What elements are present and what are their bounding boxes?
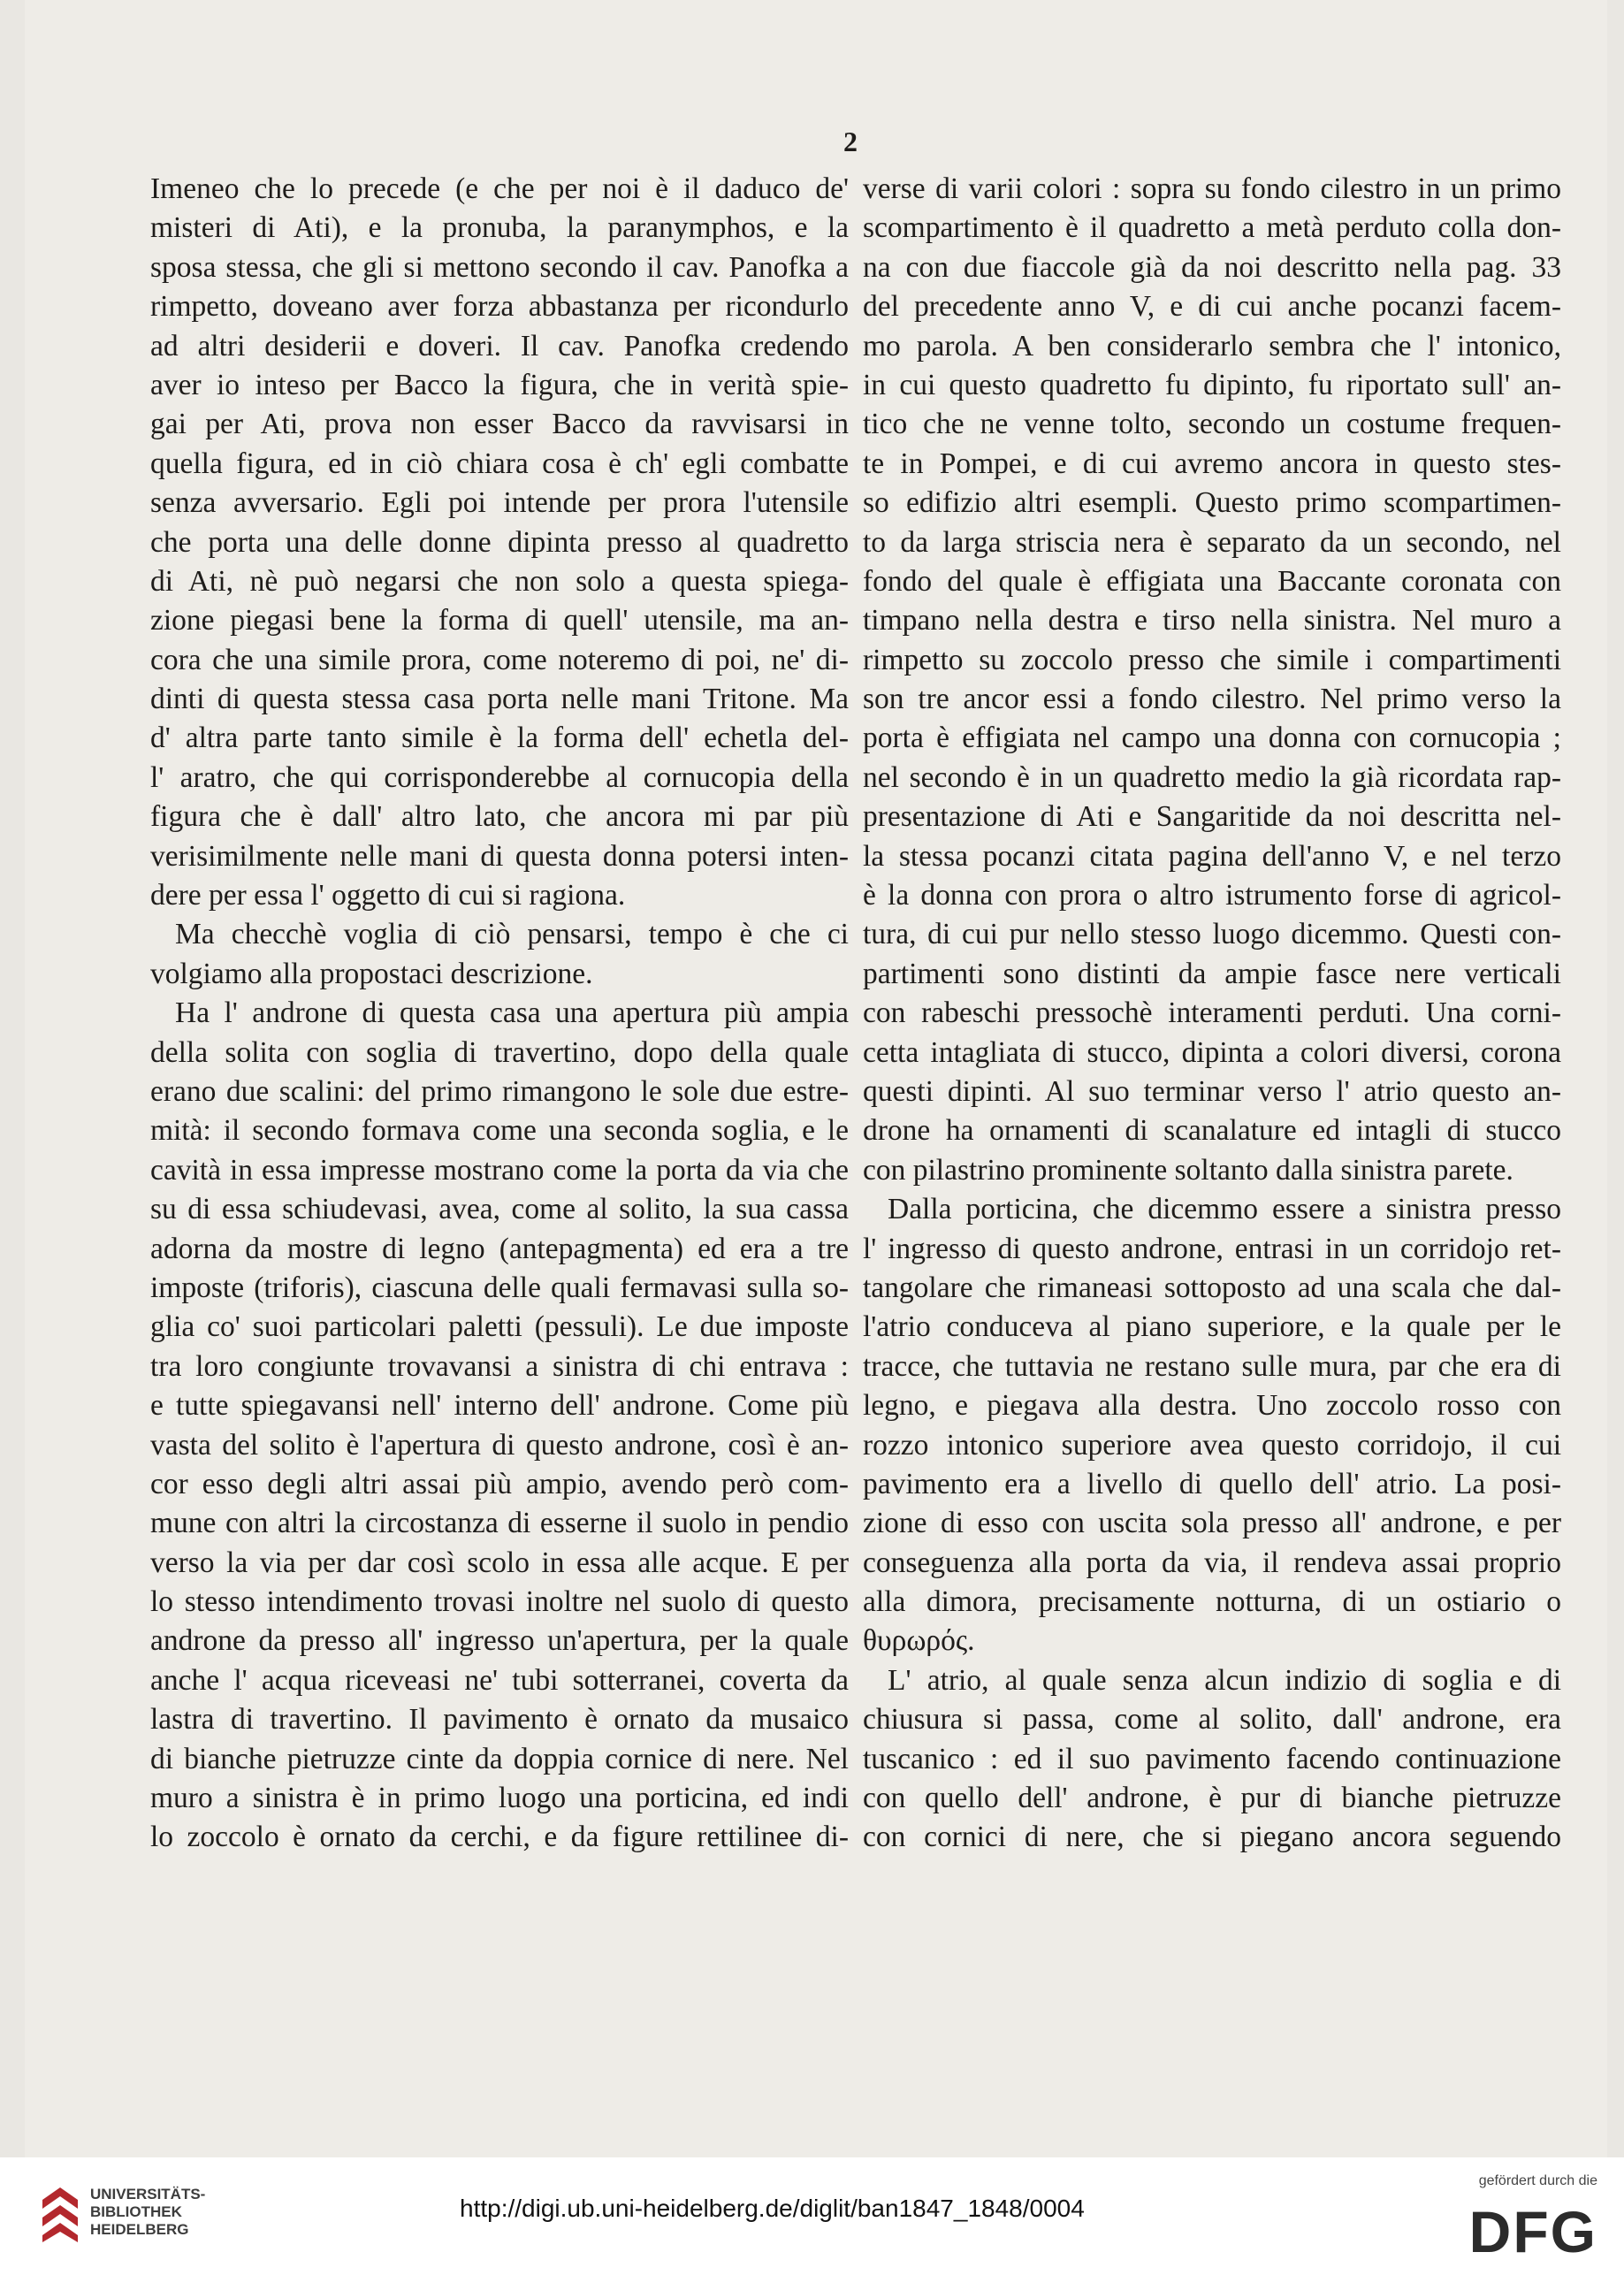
text-line: drone ha ornamenti di scanalature ed intagli di stucco [863,1114,1561,1148]
text-line: tura, di cui pur nello stesso luogo dicemmo. Questi con- [863,918,1561,951]
text-line: tracce, che tuttavia ne restano sulle mura, par che era di [863,1349,1561,1383]
text-line: so edifizio altri esempli. Questo primo scompartimen- [863,486,1561,520]
text-line: rozzo intonico superiore avea questo corridojo, il cui [863,1428,1561,1462]
text-line: lo zoccolo è ornato da cerchi, e da figure rettilinee di- [150,1821,849,1854]
text-line: è la donna con prora o altro istrumento forse di agricol- [863,879,1561,912]
text-line: dere per essa l' oggetto di cui si ragiona. [150,879,626,912]
text-line: che porta una delle donne dipinta presso al quadretto [150,525,849,559]
text-line: θυρωρός. [863,1624,975,1658]
text-line: lastra di travertino. Il pavimento è ornato da musaico [150,1703,849,1737]
text-line: alla dimora, precisamente notturna, di un ostiario o [863,1585,1561,1619]
text-line: del precedente anno V, e di cui anche pocanzi facem- [863,290,1561,324]
text-line: di Ati, nè può negarsi che non solo a questa spiega- [150,564,849,598]
text-line: Ha l' androne di questa casa una apertura più ampia [175,996,849,1030]
institution-name-line: UNIVERSITÄTS- [90,2186,206,2202]
text-line: tuscanico : ed il suo pavimento facendo continuazione [863,1742,1561,1775]
text-line: figura che è dall' altro lato, che ancora mi par più [150,800,849,834]
text-line: son tre ancor essi a fondo cilestro. Nel primo verso la [863,683,1561,716]
text-line: questi dipinti. Al suo terminar verso l' atrio questo an- [863,1074,1561,1108]
text-line: Dalla porticina, che dicemmo essere a sinistra presso [888,1193,1561,1226]
text-line: la stessa pocanzi citata pagina dell'anno V, e nel terzo [863,839,1561,873]
text-line: imposte (triforis), ciascuna delle quali fermavasi sulla so- [150,1271,849,1304]
university-library-logo-icon [35,2182,85,2246]
text-line: te in Pompei, e di cui avremo ancora in questo stes- [863,447,1561,480]
text-line: muro a sinistra è in primo luogo una porticina, ed indi [150,1782,849,1815]
text-line: quella figura, ed in ciò chiara cosa è ch' egli combatte [150,447,849,480]
text-line: Ma checchè voglia di ciò pensarsi, tempo è che ci [175,918,849,951]
text-line: vasta del solito è l'apertura di questo androne, così è an- [150,1428,849,1462]
text-line: aver io inteso per Bacco la figura, che in verità spie- [150,368,849,401]
sponsor-label: gefördert durch die [1478,2173,1597,2188]
text-line: L' atrio, al quale senza alcun indizio di soglia e di [888,1663,1561,1697]
text-line: in cui questo quadretto fu dipinto, fu riportato sull' an- [863,368,1561,401]
text-line: con rabeschi pressochè interamenti perduti. Una corni- [863,996,1561,1030]
text-line: misteri di Ati), e la pronuba, la paranymphos, e la [150,211,849,245]
text-line: nel secondo è in un quadretto medio la già ricordata rap- [863,760,1561,794]
text-line: e tutte spiegavansi nell' interno dell' androne. Come più [150,1389,849,1423]
permalink-url[interactable]: http://digi.ub.uni-heidelberg.de/diglit/ban1847_1848/0004 [460,2195,1085,2222]
text-line: androne da presso all' ingresso un'apertura, per la quale [150,1624,849,1658]
text-line: della solita con soglia di travertino, dopo della quale [150,1035,849,1069]
text-line: fondo del quale è effigiata una Baccante coronata con [863,564,1561,598]
text-line: con quello dell' androne, è pur di bianche pietruzze [863,1782,1561,1815]
text-line: l' ingresso di questo androne, entrasi in un corridojo ret- [863,1232,1561,1265]
text-line: senza avversario. Egli poi intende per prora l'utensile [150,486,849,520]
text-line: verisimilmente nelle mani di questa donna potersi inten- [150,839,849,873]
text-line: tico che ne venne tolto, secondo un costume frequen- [863,408,1561,441]
text-line: verso la via per dar così scolo in essa alle acque. E per [150,1546,849,1579]
text-line: presentazione di Ati e Sangaritide da noi descritta nel- [863,800,1561,834]
text-line: adorna da mostre di legno (antepagmenta) ed era a tre [150,1232,849,1265]
text-line: lo stesso intendimento trovasi inoltre nel suolo di questo [150,1585,849,1619]
dfg-logo: DFG [1468,2199,1597,2264]
institution-name-line: HEIDELBERG [90,2221,189,2238]
text-line: cetta intagliata di stucco, dipinta a colori diversi, corona [863,1035,1561,1069]
right-text-column [863,170,1561,1858]
text-line: di bianche pietruzze cinte da doppia cornice di nere. Nel [150,1742,849,1775]
page-number: 2 [843,126,858,157]
institution-name-line: BIBLIOTHEK [90,2203,182,2220]
text-line: con pilastrino prominente soltanto dalla sinistra parete. [863,1153,1513,1187]
text-line: ad altri desiderii e doveri. Il cav. Panofka credendo [150,329,849,363]
text-line: d' altra parte tanto simile è la forma dell' echetla del- [150,721,849,755]
text-line: mo parola. A ben considerarlo sembra che l' intonico, [863,329,1561,363]
text-line: verse di varii colori : sopra su fondo cilestro in un primo [863,172,1561,205]
text-line: dinti di questa stessa casa porta nelle mani Tritone. Ma [150,683,849,716]
text-line: Imeneo che lo precede (e che per noi è il daduco de' [150,172,849,205]
text-line: conseguenza alla porta da via, il rendeva assai proprio [863,1546,1561,1579]
text-line: timpano nella destra e tirso nella sinistra. Nel muro a [863,604,1561,637]
text-line: mune con altri la circostanza di esserne il suolo in pendio [150,1507,849,1540]
text-line: to da larga striscia nera è separato da un secondo, nel [863,525,1561,559]
text-line: sposa stessa, che gli si mettono secondo il cav. Panofka a [150,250,849,284]
text-line: tangolare che rimaneasi sottoposto ad una scala che dal- [863,1271,1561,1304]
text-line: cavità in essa impresse mostrano come la porta da via che [150,1153,849,1187]
text-line: scompartimento è il quadretto a metà perduto colla don- [863,211,1561,245]
left-text-column [150,170,849,1858]
institution-name [90,2186,205,2239]
text-line: con cornici di nere, che si piegano ancora seguendo [863,1821,1561,1854]
text-line: chiusura si passa, come al solito, dall' androne, era [863,1703,1561,1737]
text-line: zione di esso con uscita sola presso all' androne, e per [863,1507,1561,1540]
text-line: erano due scalini: del primo rimangono le sole due estre- [150,1074,849,1108]
text-line: mità: il secondo formava come una seconda soglia, e le [150,1114,849,1148]
text-line: pavimento era a livello di quello dell' atrio. La posi- [863,1467,1561,1500]
text-line: zione piegasi bene la forma di quell' utensile, ma an- [150,604,849,637]
text-line: porta è effigiata nel campo una donna con cornucopia ; [863,721,1561,755]
text-line: partimenti sono distinti da ampie fasce nere verticali [863,957,1561,990]
text-line: anche l' acqua riceveasi ne' tubi sotterranei, coverta da [150,1663,849,1697]
text-line: glia co' suoi particolari paletti (pessuli). Le due imposte [150,1310,849,1344]
text-line: l'atrio conduceva al piano superiore, e la quale per le [863,1310,1561,1344]
text-line: l' aratro, che qui corrisponderebbe al cornucopia della [150,760,849,794]
text-line: rimpetto, doveano aver forza abbastanza per ricondurlo [150,290,849,324]
text-line: gai per Ati, prova non esser Bacco da ravvisarsi in [150,408,849,441]
text-line: su di essa schiudevasi, avea, come al solito, la sua cassa [150,1193,849,1226]
text-line: legno, e piegava alla destra. Uno zoccolo rosso con [863,1389,1561,1423]
text-line: rimpetto su zoccolo presso che simile i compartimenti [863,643,1561,676]
text-line: na con due fiaccole già da noi descritto nella pag. 33 [863,250,1561,284]
text-line: cora che una simile prora, come noteremo di poi, ne' di- [150,643,849,676]
text-line: cor esso degli altri assai più ampio, avendo però com- [150,1467,849,1500]
text-line: volgiamo alla propostaci descrizione. [150,957,593,990]
text-line: tra loro congiunte trovavansi a sinistra di chi entrava : [150,1349,849,1383]
